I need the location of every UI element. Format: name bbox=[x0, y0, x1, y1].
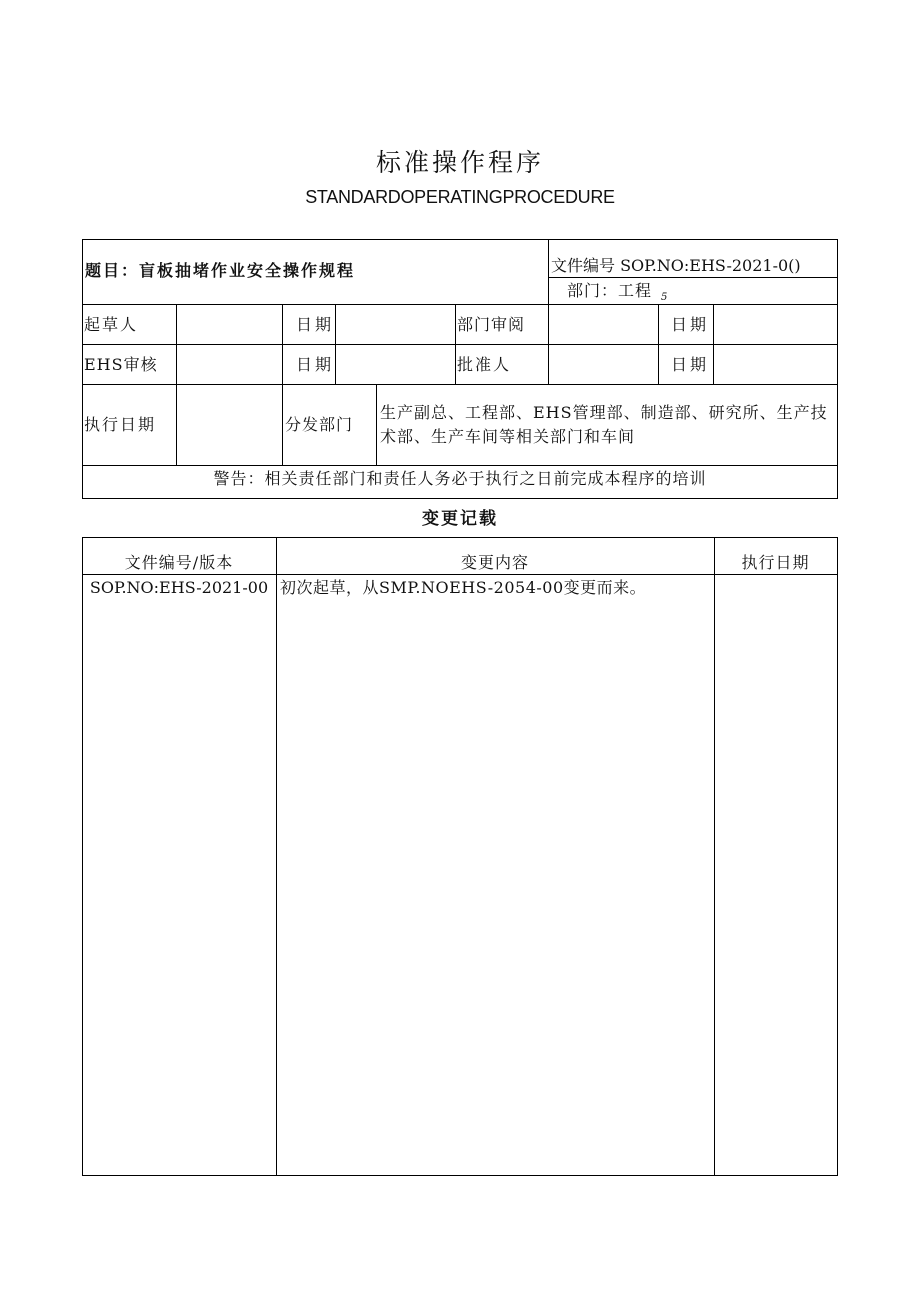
department: 部门：工程 bbox=[567, 281, 653, 300]
document-subject: 题目：盲板抽堵作业安全操作规程 bbox=[85, 261, 356, 280]
review-date-label: 日期 bbox=[671, 315, 710, 334]
drafter-label: 起草人 bbox=[84, 315, 139, 334]
column-header-content: 变更内容 bbox=[460, 553, 529, 572]
column-header-date: 执行日期 bbox=[741, 553, 810, 572]
document-subtitle: STANDARDOPERATINGPROCEDURE bbox=[305, 187, 615, 207]
ehs-date-label: 日期 bbox=[296, 355, 335, 374]
warning-text: 警告：相关责任部门和责任人务必于执行之日前完成本程序的培训 bbox=[213, 469, 707, 488]
exec-date-label: 执行日期 bbox=[84, 415, 157, 434]
document-title: 标准操作程序 bbox=[375, 148, 544, 177]
department-suffix: 5 bbox=[661, 292, 668, 303]
change-record-heading: 变更记载 bbox=[422, 509, 498, 529]
document-number: 文件编号 SOP.NO:EHS-2021-0() bbox=[551, 256, 801, 275]
row-version: SOP.NO:EHS-2021-00 bbox=[89, 578, 269, 597]
distribution-label: 分发部门 bbox=[285, 415, 354, 434]
draft-date-label: 日期 bbox=[296, 315, 335, 334]
row-content: 初次起草，从SMP.NOEHS-2054-00变更而来。 bbox=[280, 578, 647, 597]
approver-label: 批准人 bbox=[457, 355, 512, 374]
approval-date-label: 日期 bbox=[671, 355, 710, 374]
ehs-review-label: EHS审核 bbox=[84, 355, 158, 374]
column-header-version: 文件编号/版本 bbox=[124, 553, 234, 572]
distribution-value: 生产副总、工程部、EHS管理部、制造部、研究所、生产技术部、生产车间等相关部门和车间 bbox=[380, 403, 828, 446]
dept-review-label: 部门审阅 bbox=[457, 315, 526, 334]
